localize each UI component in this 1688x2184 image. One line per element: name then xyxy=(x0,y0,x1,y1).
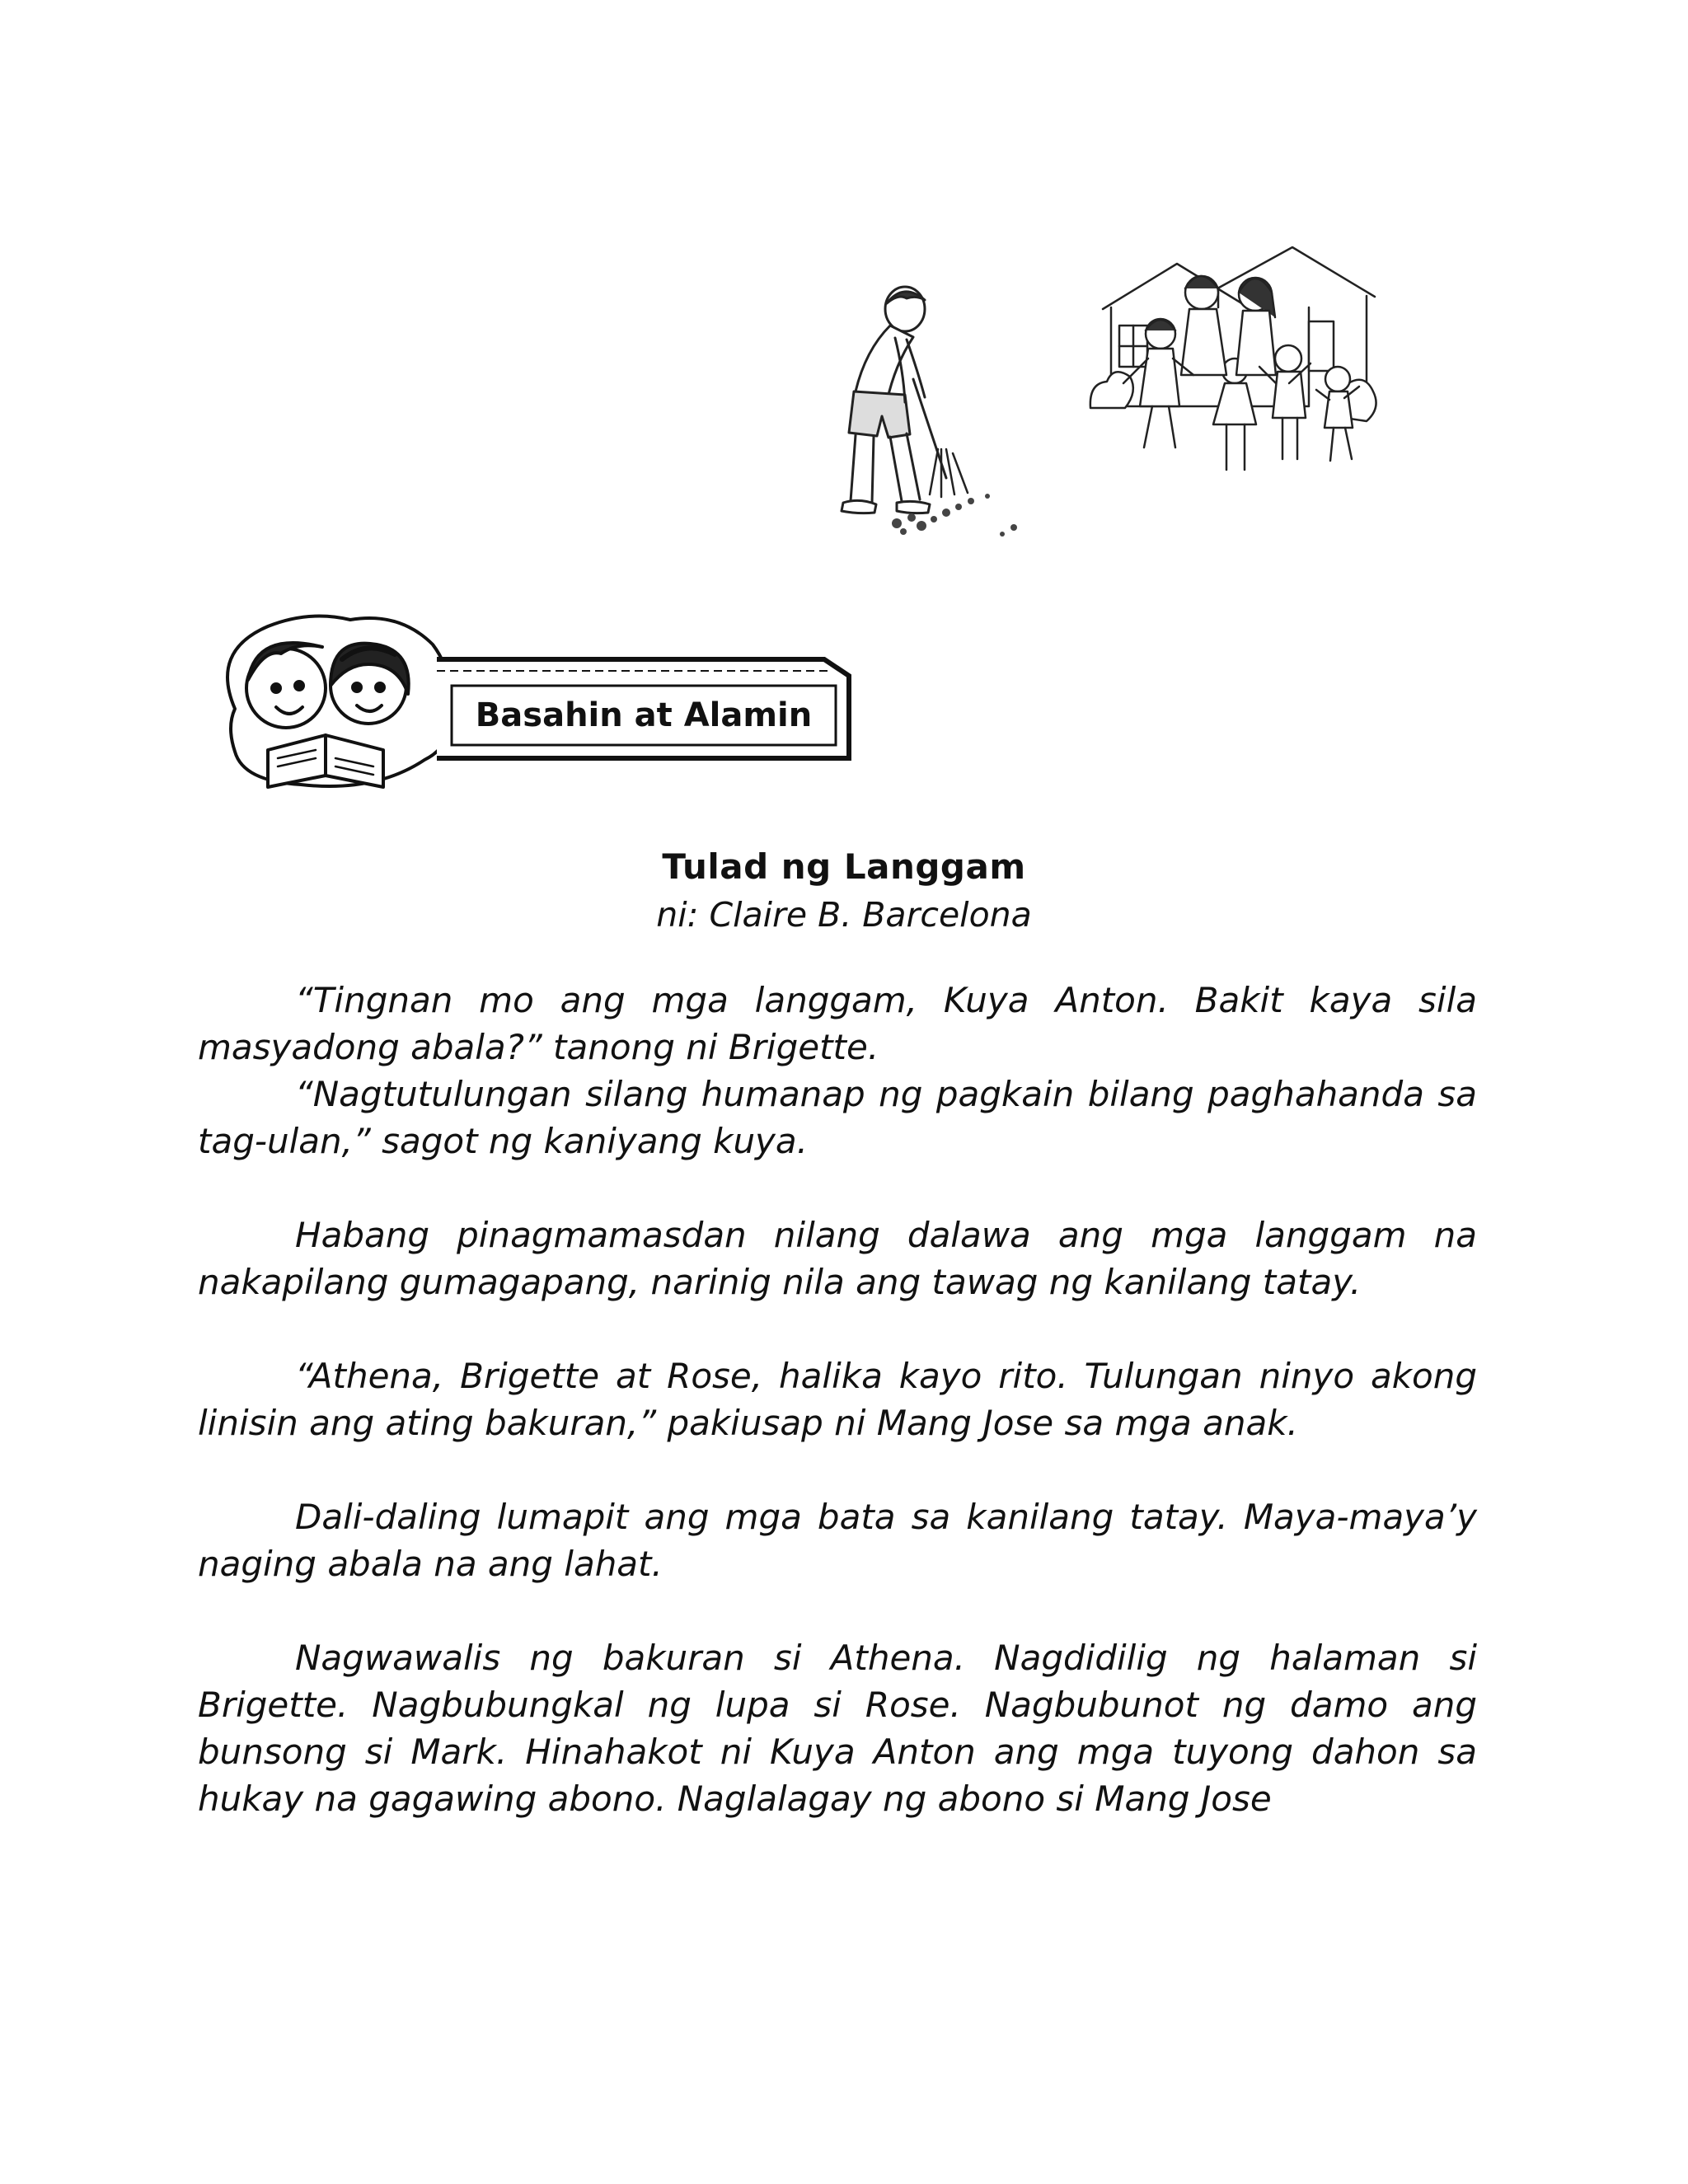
kids-reading-illustration xyxy=(210,610,457,799)
section-banner-label: Basahin at Alamin xyxy=(475,696,813,734)
story-paragraph: “Athena, Brigette at Rose, halika kayo rito. Tulungan ninyo akong linisin ang ating bakuran,” pakiusap ni Mang Jose sa mga anak. xyxy=(198,1356,1477,1443)
story-paragraph: “Nagtutulungan silang humanap ng pagkain bilang paghahanda sa tag-ulan,” sagot ng kaniyang kuya. xyxy=(198,1074,1477,1161)
family-house-illustration xyxy=(1086,243,1383,490)
man-sweeping-illustration xyxy=(798,280,1045,544)
story-body xyxy=(198,977,1477,1822)
story-paragraph: “Tingnan mo ang mga langgam, Kuya Anton. Bakit kaya sila masyadong abala?” tanong ni Brigette. xyxy=(198,980,1477,1067)
story-paragraph: Dali-daling lumapit ang mga bata sa kanilang tatay. Maya-maya’y naging abala na ang lahat. xyxy=(198,1497,1477,1584)
story-author: ni: Claire B. Barcelona xyxy=(656,895,1032,935)
story-paragraph: Habang pinagmamasdan nilang dalawa ang mga langgam na nakapilang gumagapang, narinig nila ang tawag ng kanilang tatay. xyxy=(198,1215,1477,1302)
story-title: Tulad ng Langgam xyxy=(662,846,1026,887)
story-paragraph: Nagwawalis ng bakuran si Athena. Nagdidilig ng halaman si Brigette. Nagbubungkal ng lupa si Rose. Nagbubunot ng damo ang bunsong si Mark. Hinahakot ni Kuya Anton ang mga tuyong dahon sa hukay na gagawing abono. Naglalagay ng abono si Mang Jose xyxy=(198,1638,1477,1819)
section-banner xyxy=(437,653,865,768)
